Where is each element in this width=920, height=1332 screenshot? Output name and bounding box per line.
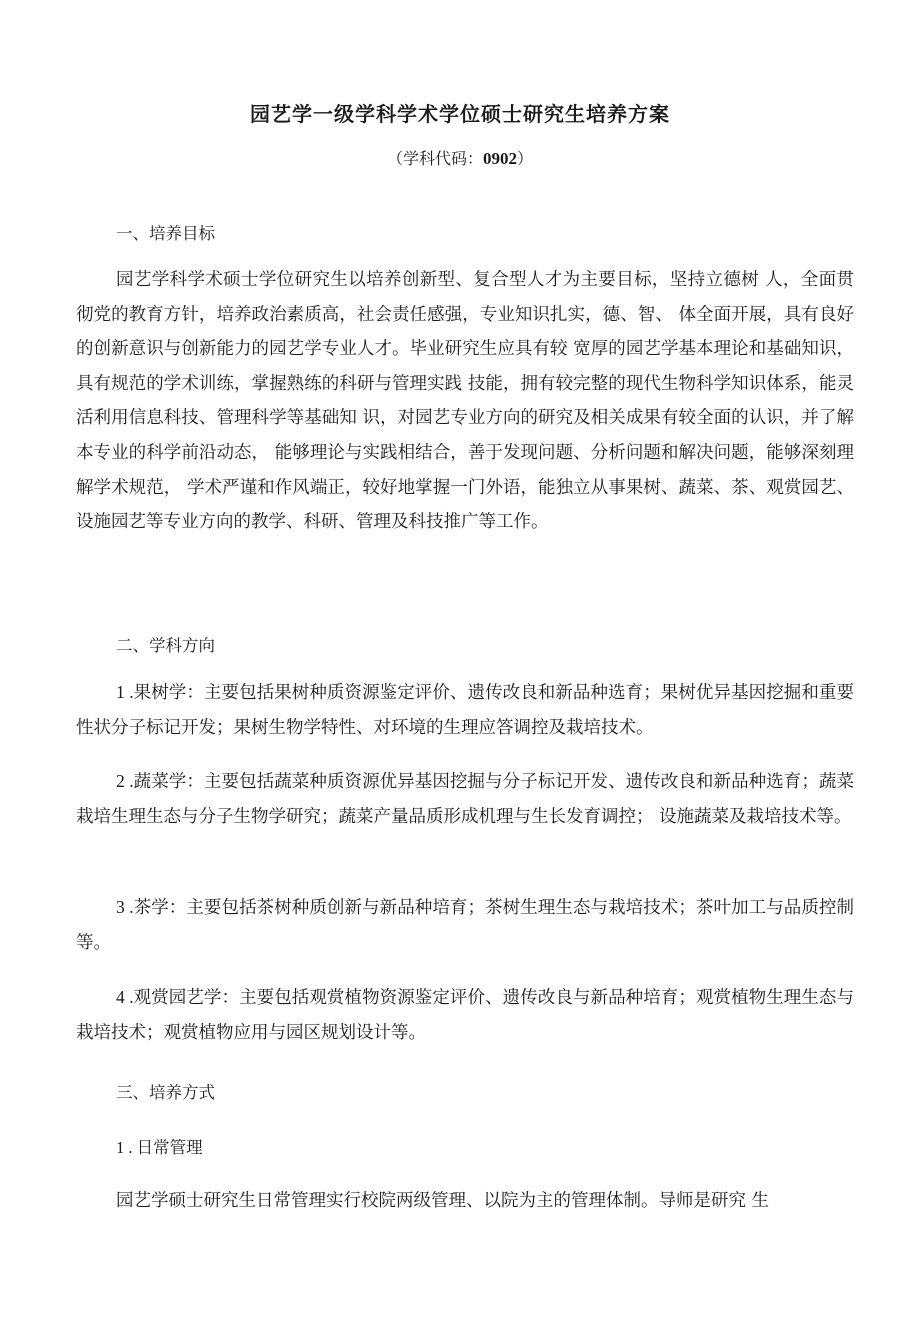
direction-item-number: 4 .: [116, 987, 134, 1007]
subject-code-prefix: （学科代码：: [386, 149, 483, 168]
training-paragraph: 园艺学硕士研究生日常管理实行校院两级管理、以院为主的管理体制。导师是研究 生: [116, 1191, 770, 1211]
direction-item: [76, 890, 854, 960]
direction-item-text: 果树学：主要包括果树种质资源鉴定评价、遗传改良和新品种选育；果树优异基因挖掘和重要性状分子标记开发；果树生物学特性、对环境的生理应答调控及栽培技术。: [76, 683, 855, 738]
direction-item-text: 蔬菜学：主要包括蔬菜种质资源优异基因挖掘与分子标记开发、遗传改良和新品种选育；蔬菜栽培生理生态与分子生物学研究；蔬菜产量品质形成机理与生长发育调控； 设施蔬菜及栽培技术等。: [76, 772, 855, 827]
direction-item-number: 2 .: [116, 771, 134, 791]
section-heading-goals: 一、培养目标: [116, 224, 215, 243]
page-title: 园艺学一级学科学术学位硕士研究生培养方案: [250, 102, 670, 126]
goals-paragraph: 园艺学科学术硕士学位研究生以培养创新型、复合型人才为主要目标，坚持立德树 人，全面贯彻党的教育方针，培养政治素质高，社会责任感强，专业知识扎实，德、智、 体全面开展，具有良好的创新意识与创新能力的园艺学专业人才。毕业研究生应具有较 宽厚的园艺学基本理论和基础知识，具有规范的学术训练，掌握熟练的科研与管理实践 技能，拥有较完整的现代生物科学知识体系，能灵活利用信息科技、管理科学等基础知 识，对园艺专业方向的研究及相关成果有较全面的认识，并了解本专业的科学前沿动态， 能够理论与实践相结合，善于发现问题、分析问题和解决问题，能够深刻理解学术规范， 学术严谨和作风端正，较好地掌握一门外语，能独立从事果树、蔬菜、茶、观赏园艺、 设施园艺等专业方向的教学、科研、管理及科技推广等工作。: [76, 270, 854, 533]
direction-item-number: 1 .: [116, 682, 134, 702]
section-heading-directions: 二、学科方向: [116, 636, 215, 655]
subject-code: 0902: [483, 149, 517, 168]
section-heading-training: 三、培养方式: [116, 1083, 215, 1102]
sub-heading-daily-management: 1 . 日常管理: [116, 1138, 203, 1157]
subject-code-line: [0, 146, 920, 169]
direction-item: [76, 980, 854, 1050]
direction-item-text: 茶学：主要包括茶树种质创新与新品种培育；茶树生理生态与栽培技术；茶叶加工与品质控制等。: [76, 898, 855, 953]
direction-item-number: 3 .: [116, 897, 134, 917]
direction-item: [76, 764, 854, 834]
direction-item-text: 观赏园艺学：主要包括观赏植物资源鉴定评价、遗传改良与新品种培育；观赏植物生理生态与栽培技术；观赏植物应用与园区规划设计等。: [76, 988, 855, 1043]
subject-code-suffix: ）: [517, 149, 534, 168]
direction-item: [76, 675, 854, 745]
